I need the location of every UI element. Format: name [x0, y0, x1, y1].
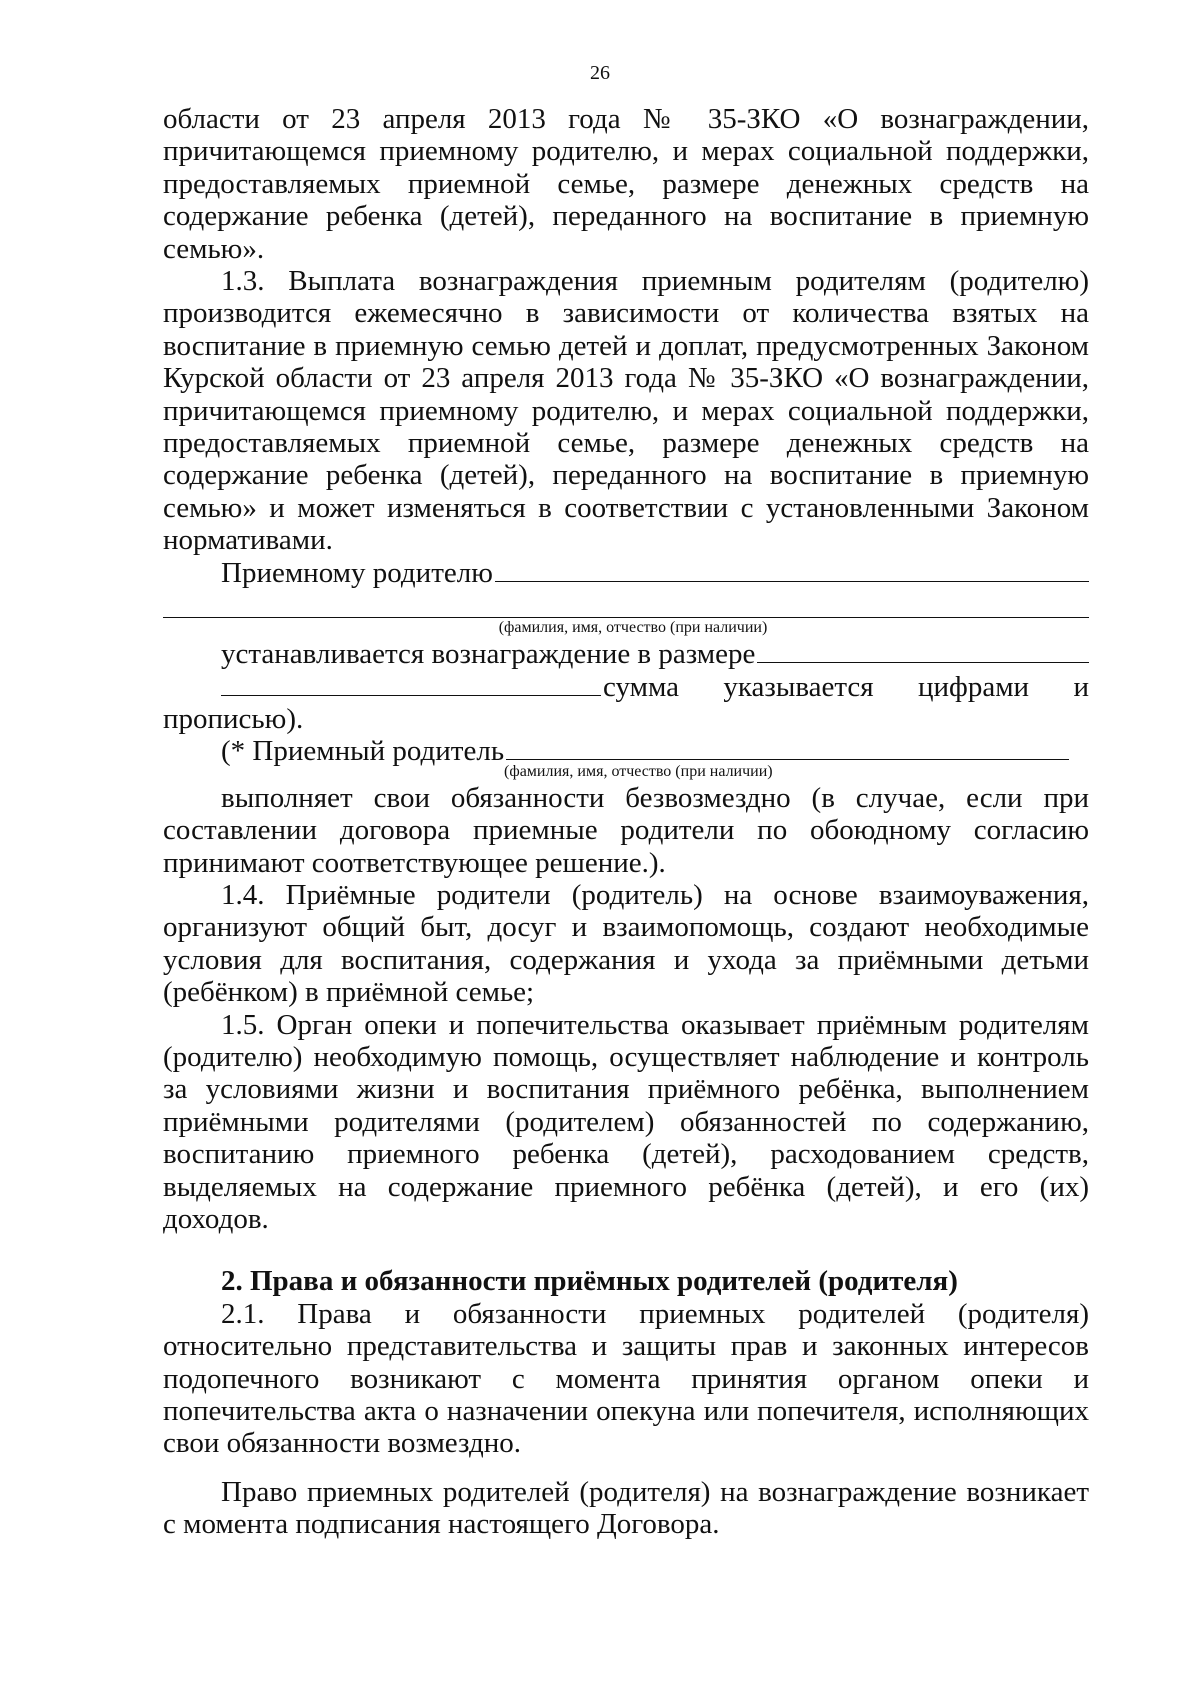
fio-caption: (фамилия, имя, отчество (при наличии) — [498, 619, 768, 637]
paragraph-law-reference: области от 23 апреля 2013 года № 35-ЗКО «О вознаграждении, причитающемся приемному родителю, и мерах социальной поддержки, предоставляемых приемной семье, размере денежных средств на содержание ребенка (детей), переданного на воспитание в приемную семью». — [163, 103, 1089, 265]
paragraph-2-1: 2.1. Права и обязанности приемных родителей (родителя) относительно представительства и защиты прав и законных интересов подопечного возникают с момента принятия органом опеки и попечительства акта о назначении опекуна или попечителя, исполняющих свои обязанности возмездно. — [163, 1297, 1089, 1460]
parent-label: Приемному родителю — [221, 556, 493, 589]
reward-row — [163, 638, 1089, 670]
paragraph-1-5: 1.5. Орган опеки и попечительства оказывает приёмным родителям (родителю) необходимую помощь, осуществляет наблюдение и контроль за условиями жизни и воспитания приёмного ребёнка, выполнением приёмными родителями (родителем) обязанностей по содержанию, воспитанию приемного ребенка (детей), расходованием средств, выделяемых на содержание приемного ребёнка (детей), и его (их) доходов. — [163, 1008, 1089, 1235]
section-heading-2: 2. Права и обязанности приёмных родителей (родителя) — [221, 1265, 958, 1298]
parent-name-blank-2 — [163, 603, 1089, 618]
document-body — [163, 103, 1089, 1541]
reward-label: устанавливается вознаграждение в размере — [221, 638, 756, 671]
paragraph-right-to-reward: Право приемных родителей (родителя) на вознаграждение возникает с момента подписания настоящего Договора. — [163, 1475, 1089, 1541]
reward-amount-blank — [757, 640, 1089, 663]
foster-parent-label: (* Приемный родитель — [221, 735, 505, 768]
fio-caption-2: (фамилия, имя, отчество (при наличии) — [504, 762, 773, 780]
parent-name-row — [163, 557, 1089, 589]
sum-note: сумма указывается цифрами и — [603, 670, 1089, 703]
reward-sum-blank — [221, 673, 601, 696]
paragraph-free-duties: выполняет свои обязанности безвозмездно (в случае, если при составлении договора приемные родители по обоюдному согласию принимают соответствующее решение.). — [163, 781, 1089, 879]
paragraph-1-3: 1.3. Выплата вознаграждения приемным родителям (родителю) производится ежемесячно в зависимости от количества взятых на воспитание в приемную семью детей и доплат, предусмотренных Законом Курской области от 23 апреля 2013 года № 35-ЗКО «О вознаграждении, причитающемся приемному родителю, и мерах социальной поддержки, предоставляемых приемной семье, размере денежных средств на содержание ребенка (детей), переданного на воспитание в приемную семью» и может изменяться в соответствии с установленными Законом нормативами. — [163, 265, 1089, 557]
foster-parent-blank — [506, 737, 1069, 760]
sum-row — [163, 671, 1089, 703]
parent-name-blank — [495, 559, 1089, 582]
in-words-note: прописью). — [163, 702, 304, 735]
page-number: 26 — [590, 62, 610, 84]
paragraph-1-4: 1.4. Приёмные родители (родитель) на основе взаимоуважения, организуют общий быт, досуг и взаимопомощь, создают необходимые условия для воспитания, содержания и ухода за приёмными детьми (ребёнком) в приёмной семье; — [163, 878, 1089, 1009]
